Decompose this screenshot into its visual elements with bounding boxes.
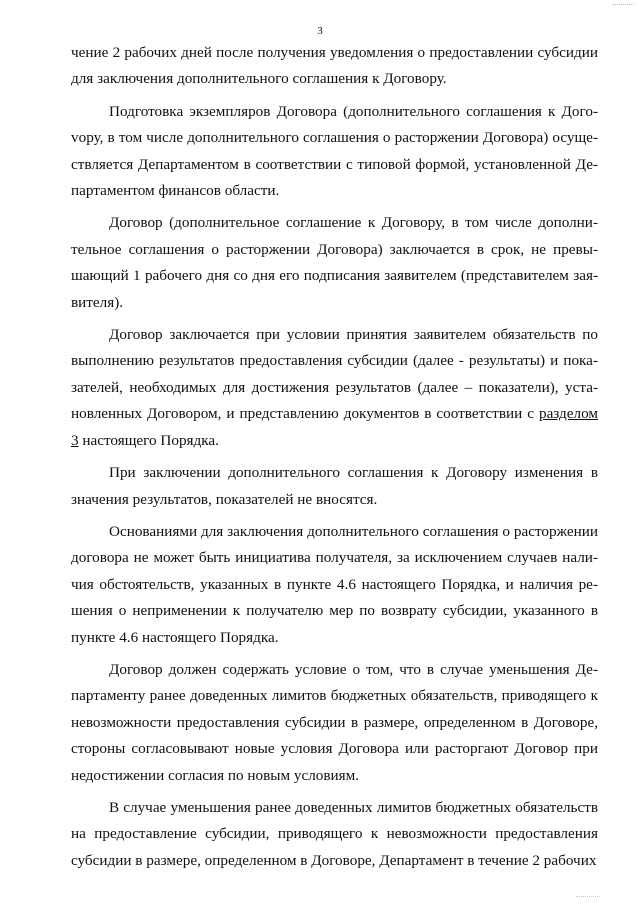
paragraph-6 bbox=[71, 519, 598, 651]
paragraph-1 bbox=[71, 40, 598, 93]
paragraph-8-text: В случае уменьшения ранее доведенных лимитов бюджетных обязательств на предоставление субсидии, приводящего к невозможности предоставления субсидии в размере, определенном в Договоре, Департамент в течение 2 рабочих bbox=[71, 798, 598, 869]
paragraph-1-text: чение 2 рабочих дней после получения уведомления о предоставлении субсидии для заключения дополнительного соглашения к Договору. bbox=[71, 44, 598, 88]
page-number: 3 bbox=[317, 25, 323, 37]
paragraph-4-text-before: Договор заключается при условии принятия заявителем обязательств по выполнению результатов предоставления субсидии (далее - результаты) и показателей, необходимых для достижения результатов (далее – показатели), установленных Договором, и представлению документов в соответствии с bbox=[71, 326, 598, 423]
paragraph-7-text: Договор должен содержать условие о том, что в случае уменьшения Департаменту ранее доведенных лимитов бюджетных обязательств, приводящего к невозможности предоставления субсидии в размере, определенном в Договоре, стороны согласовывают новые условия Договора или расторгают Договор при недостижении согласия по новым условиям. bbox=[71, 660, 598, 784]
paragraph-5-text: При заключении дополнительного соглашения к Договору изменения в значения результатов, показателей не вносятся. bbox=[71, 464, 598, 508]
paragraph-6-text: Основаниями для заключения дополнительного соглашения о расторжении договора не может быть инициатива получателя, за исключением случаев наличия обстоятельств, указанных в пункте 4.6 настоящего Порядка, и наличия решения о неприменении к получателю мер по возврату субсидии, указанного в пункте 4.6 настоящего Порядка. bbox=[71, 522, 598, 646]
paragraph-2-text: Подготовка экземпляров Договора (дополнительного соглашения к Догоvору, в том числе дополнительного соглашения о расторжении Договора) осуществляется Департаментом в соответствии с типовой формой, установленной Департаментом финансов области. bbox=[71, 102, 598, 200]
paragraph-4-text-after: настоящего Порядка. bbox=[78, 431, 219, 449]
scan-artifact-bottom bbox=[576, 896, 600, 899]
paragraph-2 bbox=[71, 99, 598, 205]
paragraph-7 bbox=[71, 657, 598, 789]
section-3-link[interactable]: разделом 3 bbox=[71, 405, 598, 449]
paragraph-3-text: Договор (дополнительное соглашение к Договору, в том числе дополнительное соглашения о расторжении Договора) заключается в срок, не превышающий 1 рабочего дня со дня его подписания заявителем (представителем заявителя). bbox=[71, 214, 598, 311]
paragraph-8 bbox=[71, 795, 598, 874]
paragraph-4 bbox=[71, 322, 598, 454]
paragraph-3 bbox=[71, 210, 598, 316]
paragraph-5 bbox=[71, 460, 598, 513]
document-body bbox=[71, 40, 598, 880]
scan-artifact bbox=[612, 0, 634, 5]
